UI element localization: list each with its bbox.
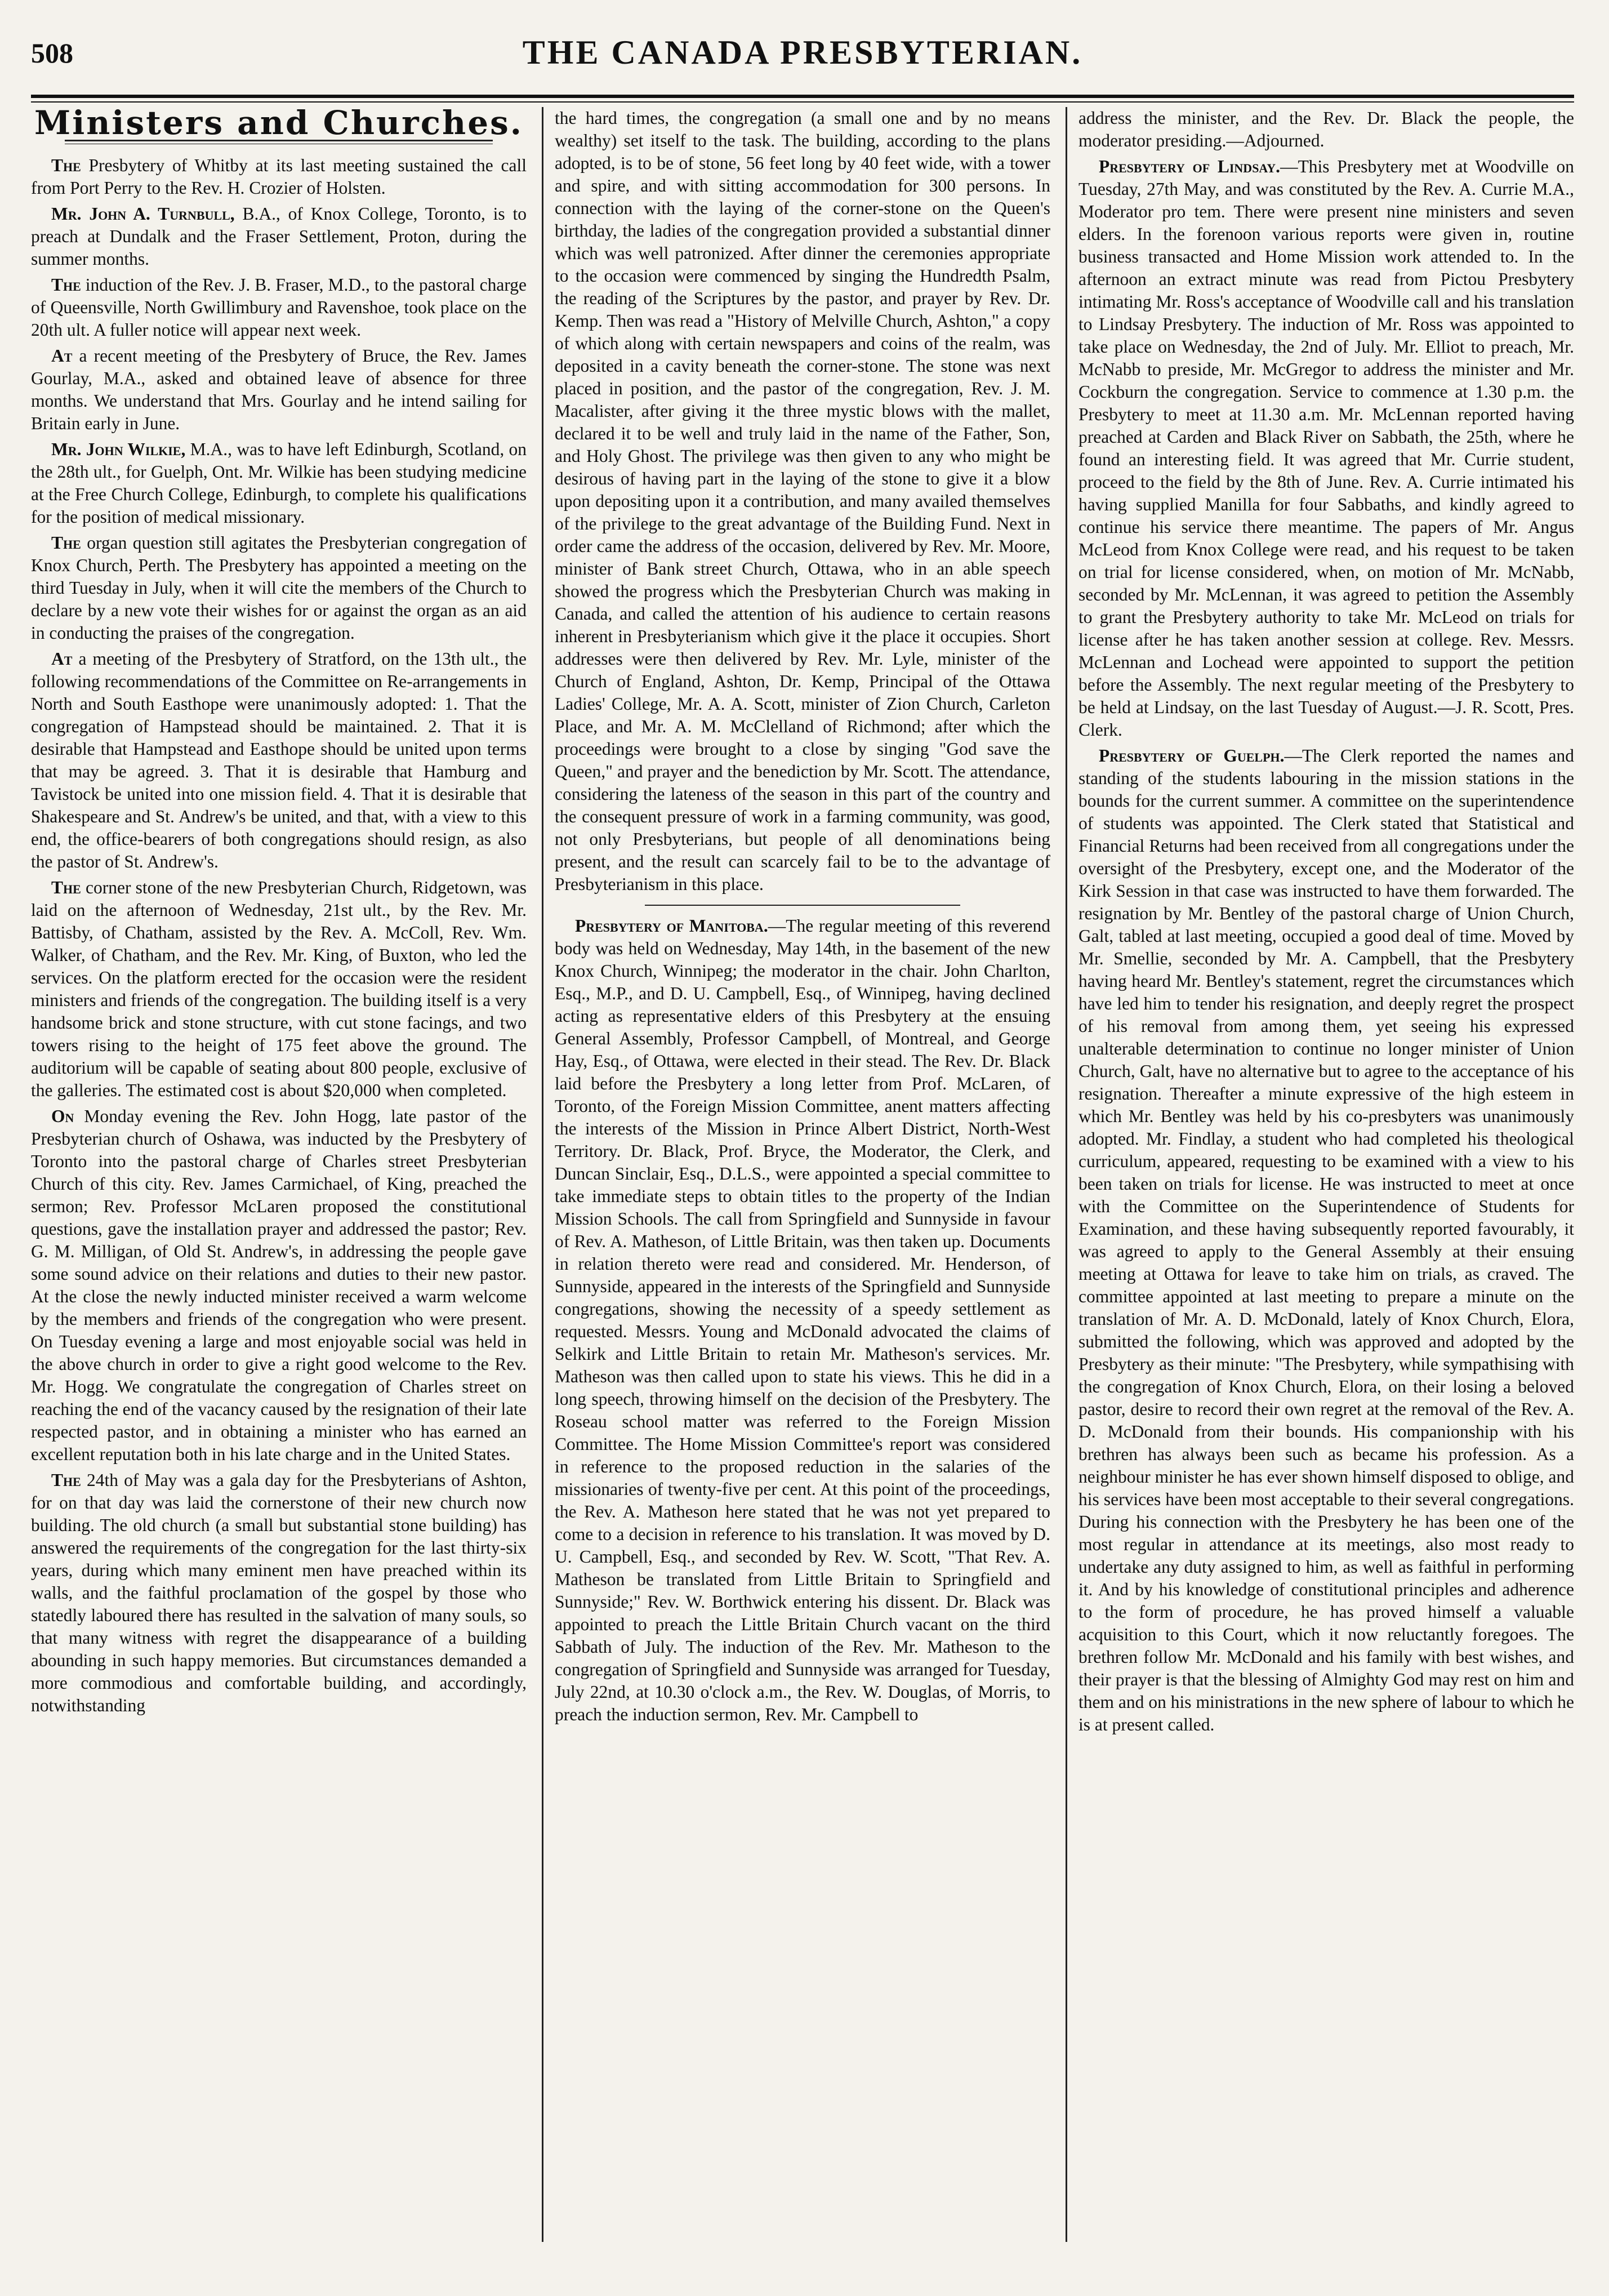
column-divider xyxy=(1066,107,1067,2242)
paragraph-lead: At xyxy=(51,346,73,366)
paragraph xyxy=(31,648,527,873)
header-rule xyxy=(31,95,1574,98)
paragraph xyxy=(555,915,1050,1726)
paragraph-lead: At xyxy=(51,649,73,669)
paragraph-text: —The Clerk reported the names and standing of the students labouring in the mission stations in the bounds for the current summer. A committee on the superintendence of students was appointed. The Clerk stated that Statistical and Financial Returns had been received from all congregations under the oversight of the Presbytery, except one, and the Moderator of the Kirk Session in that case was instructed to have them forwarded. The resignation by Mr. Bentley of the pastoral charge of Union Church, Galt, tabled at last meeting, occupied a good deal of time. Moved by Mr. Smellie, seconded by Mr. A. Campbell, that the Presbytery having heard Mr. Bentley's statement, regret the circumstances which have led him to tender his resignation, and deeply regret the prospect of his removal from among them, yet seeing his expressed unalterable determination to continue no longer minister of Union Church, Galt, have no alternative but to agree to the acceptance of his resignation. Thereafter a minute expressive of the high esteem in which Mr. Bentley was held by his co-presbyters was unanimously adopted. Mr. Findlay, a student who had completed his theological curriculum, appeared, requesting to be examined with a view to his been taken on trials for license. He was instructed to meet at once with the Committee on the Superintendence of Students for Examination, and these having subsequently reported favourably, it was agreed to apply to the General Assembly at their ensuing meeting at Ottawa for leave to take him on trials, as craved. The committee appointed at last meeting to prepare a minute on the translation of Mr. A. D. McDonald, lately of Knox Church, Elora, submitted the following, which was approved and adopted by the Presbytery as their minute: "The Presbytery, while sympathising with the congregation of Knox Church, Elora, on their losing a beloved pastor, desire to record their own regret at the removal of the Rev. A. D. McDonald from their bounds. His companionship with his brethren has always been such as became his profession. As a neighbour minister he has ever shown himself disposed to oblige, and his services have been most acceptable to their several congregations. During his connection with the Presbytery he has been one of the most regular in attendance at its meetings, also most ready to undertake any duty assigned to him, as well as faithful in performing it. And by his knowledge of constitutional principles and adherence to the form of procedure, he has proved himself a valuable acquisition to this Court, which it now reluctantly foregoes. The brethren follow Mr. McDonald and his family with best wishes, and their prayer is that the blessing of Almighty God may rest on him and them and on his ministrations in the new sphere of labour to which he is at present called. xyxy=(1078,746,1574,1734)
page-header xyxy=(31,31,1574,87)
paragraph-text: —This Presbytery met at Woodville on Tuesday, 27th May, and was constituted by the Rev. A. Currie M.A., Moderator pro tem. There were present nine ministers and seven elders. In the forenoon various reports were given in, routine business transacted and Home Mission work attended to. In the afternoon an extract minute was read from Pictou Presbytery intimating Mr. Ross's acceptance of Woodville call and his translation to Lindsay Presbytery. The induction of Mr. Ross was appointed to take place on Wednesday, the 2nd of July. Mr. Elliot to preach, Mr. McNabb to preside, Mr. McGregor to address the minister and Mr. Cockburn the congregation. Service to commence at 1.30 p.m. the Presbytery to meet at 11.30 a.m. Mr. McLennan reported having preached at Carden and Black River on Sabbath, the 25th, where he found an interesting field. It was agreed that Mr. Currie student, proceed to the field by the 8th of June. Rev. A. Currie intimated his having supplied Manilla for four Sabbaths, and kindly agreed to continue his service there meantime. The papers of Mr. Angus McLeod from Knox College were read, and his request to be taken on trial for license considered, when, on motion of Mr. McNabb, seconded by Mr. McLennan, it was agreed to petition the Assembly to grant the Presbytery authority to take Mr. McLeod on trials for license after he has taken another session at college. Rev. Messrs. McLennan and Lochead were appointed to support the petition before the Assembly. The next regular meeting of the Presbytery to be held at Lindsay, on the last Tuesday of August.—J. R. Scott, Pres. Clerk. xyxy=(1078,157,1574,740)
paragraph: the hard times, the congregation (a small one and by no means wealthy) set itself to the task. The building, according to the plans adopted, is to be of stone, 56 feet long by 40 feet wide, with a tower and spire, and with sitting accommodation for 300 persons. In connection with the laying of the corner-stone on the Queen's birthday, the ladies of the congregation provided a substantial dinner which was well patronized. After dinner the ceremonies appropriate to the occasion were commenced by singing the Hundredth Psalm, the reading of the Scriptures by the pastor, and prayer by Rev. Dr. Kemp. Then was read a "History of Melville Church, Ashton," a copy of which along with certain newspapers and coins of the realm, was deposited in a cavity beneath the corner-stone. The stone was next placed in position, and the pastor of the congregation, Rev. J. M. Macalister, after giving it the three mystic blows with the mallet, declared it to be well and truly laid in the name of the Father, Son, and Holy Ghost. The privilege was then given to any who might be desirous of having part in the laying of the stone to give it a blow upon depositing upon it a contribution, and many availed themselves of the privilege to the great advantage of the Building Fund. Next in order came the address of the occasion, delivered by Rev. Mr. Moore, minister of Bank street Church, Ottawa, who in an able speech showed the progress which the Presbyterian Church was making in Canada, and called the attention of his audience to certain reasons inherent in Presbyterianism which give it the place it occupies. Short addresses were then delivered by Rev. Mr. Lyle, minister of the Church of England, Ashton, Dr. Kemp, Principal of the Ottawa Ladies' College, Mr. A. A. Scott, minister of Zion Church, Carleton Place, and Mr. A. M. McClelland of Richmond; after which the proceedings were brought to a close by singing "God save the Queen," and prayer and the benediction by Mr. Scott. The attendance, considering the lateness of the season in this part of the country and the consequent pressure of work in a farming community, was good, not only Presbyterians, but people of all denominations being present, and the result can scarcely fail to be to the advantage of Presbyterianism in this place. xyxy=(555,108,1050,894)
paragraph-lead: The xyxy=(51,1470,81,1490)
paragraph-text: M.A., was to have left Edinburgh, Scotland, on the 28th ult., for Guelph, Ont. Mr. Wilkie has been studying medicine at the Free Church College, Edinburgh, to complete his qualifications for the position of medical missionary. xyxy=(31,439,527,527)
paragraph xyxy=(1078,107,1574,152)
paragraph xyxy=(31,274,527,341)
paragraph-text: organ question still agitates the Presbyterian congregation of Knox Church, Perth. The Presbytery has appointed a meeting on the third Tuesday in July, when it will cite the members of the Church to declare by a new vote their wishes for or against the organ as an aid in conducting the praises of the congregation. xyxy=(31,533,527,643)
paragraph-lead: Presbytery of Lindsay. xyxy=(1099,157,1281,176)
paragraph-lead: The xyxy=(51,878,81,897)
column-2 xyxy=(555,107,1050,2242)
header-rule-thin xyxy=(31,101,1574,103)
paragraph xyxy=(31,1105,527,1466)
paragraph xyxy=(31,532,527,644)
paragraph-lead: On xyxy=(51,1106,74,1126)
paragraph xyxy=(31,203,527,270)
paragraph xyxy=(31,876,527,1102)
paragraph-text: Presbytery of Whitby at its last meeting sustained the call from Port Perry to the Rev. H. Crozier of Holsten. xyxy=(31,155,527,198)
paragraph-lead: The xyxy=(51,155,81,175)
paragraph-text: 24th of May was a gala day for the Presbyterians of Ashton, for on that day was laid the cornerstone of their new church now building. The old church (a small but substantial stone building) has answered the requirements of the congregation for the last thirty-six years, during which many eminent men have preached within its walls, and the faithful proclamation of the gospel by those who statedly laboured there has resulted in the salvation of many souls, so that many witness with regret the disappearance of a building abounding in such happy memories. But circumstances demanded a more commodious and comfortable building, and accordingly, notwithstanding xyxy=(31,1470,527,1715)
paragraph-text: B.A., of Knox College, Toronto, is to preach at Dundalk and the Fraser Settlement, Proton, during the summer months. xyxy=(31,204,527,269)
paragraph xyxy=(1078,155,1574,741)
column-3 xyxy=(1078,107,1574,2242)
paragraph-lead: The xyxy=(51,275,81,295)
paragraph-text: address the minister, and the Rev. Dr. Black the people, the moderator presiding.—Adjourned. xyxy=(1078,108,1574,150)
column-divider xyxy=(542,107,543,2242)
paragraph-lead: The xyxy=(51,533,81,553)
paragraph xyxy=(31,438,527,528)
paragraph xyxy=(31,345,527,435)
paragraph xyxy=(31,154,527,199)
paragraph-text: a meeting of the Presbytery of Stratford, on the 13th ult., the following recommendations of the Committee on Re-arrangements in North and South Easthope were unanimously adopted: 1. That the congregation of Hampstead should be maintained. 2. That it is desirable that Hampstead and Easthope should be united upon terms that may be agreed. 3. That it is desirable that Hamburg and Tavistock be united into one mission field. 4. That it is desirable that Shakespeare and St. Andrew's be united, and that, with a view to this end, the office-bearers of both congregations should resign, as also the pastor of St. Andrew's. xyxy=(31,649,527,871)
column-1-paragraphs xyxy=(31,154,527,1717)
paragraph-text: corner stone of the new Presbyterian Church, Ridgetown, was laid on the afternoon of Wednesday, 21st ult., by the Rev. Mr. Battisby, of Chatham, assisted by the Rev. A. McColl, Rev. Wm. Walker, of Chatham, and the Rev. Mr. King, of Buxton, who led the services. On the platform erected for the occasion were the resident ministers and friends of the congregation. The building itself is a very handsome brick and stone structure, with cut stone facings, and two towers rising to the height of 175 feet above the ground. The auditorium will be capable of seating about 800 people, exclusive of the galleries. The estimated cost is about $20,000 when completed. xyxy=(31,878,527,1100)
paragraph-text: induction of the Rev. J. B. Fraser, M.D., to the pastoral charge of Queensville, North Gwillimbury and Ravenshoe, took place on the 20th ult. A fuller notice will appear next week. xyxy=(31,275,527,340)
paragraph-text: a recent meeting of the Presbytery of Bruce, the Rev. James Gourlay, M.A., asked and obtained leave of absence for three months. We understand that Mrs. Gourlay and he intend sailing for Britain early in June. xyxy=(31,346,527,433)
paragraph-lead: Mr. John Wilkie, xyxy=(51,439,186,459)
column-1 xyxy=(31,107,527,2242)
section-divider xyxy=(645,905,960,906)
paragraph xyxy=(1078,745,1574,1736)
paragraph-lead: Presbytery of Manitoba. xyxy=(575,916,768,936)
paragraph-lead: Mr. John A. Turnbull, xyxy=(51,204,235,224)
paragraph xyxy=(31,1469,527,1717)
paragraph-lead: Presbytery of Guelph. xyxy=(1099,746,1285,766)
page-number: 508 xyxy=(31,37,73,69)
journal-title: THE CANADA PRESBYTERIAN. xyxy=(522,34,1083,71)
paragraph-text: —The regular meeting of this reverend body was held on Wednesday, May 14th, in the basement of the new Knox Church, Winnipeg; the moderator in the chair. John Charlton, Esq., M.P., and D. U. Campbell, Esq., of Winnipeg, having declined acting as representative elders of this Presbytery at the ensuing General Assembly, Professor Campbell, of Montreal, and George Hay, Esq., of Ottawa, were elected in their stead. The Rev. Dr. Black laid before the Presbytery a long letter from Prof. McLaren, of Toronto, of the Foreign Mission Committee, anent matters affecting the interests of the Mission in Prince Albert District, North-West Territory. Dr. Black, Prof. Bryce, the Moderator, the Clerk, and Duncan Sinclair, Esq., D.L.S., were appointed a special committee to take immediate steps to obtain titles to the property of the Indian Mission Schools. The call from Springfield and Sunnyside in favour of Rev. A. Matheson, of Little Britain, was then taken up. Documents in relation thereto were read and considered. Mr. Henderson, of Sunnyside, appeared in the interests of the Springfield and Sunnyside congregations, showing the necessity of a speedy settlement as requested. Messrs. Young and McDonald advocated the claims of Selkirk and Little Britain to retain Mr. Matheson's services. Mr. Matheson was then called upon to state his views. This he did in a long speech, throwing himself on the decision of the Presbytery. The Roseau school matter was referred to the Foreign Mission Committee. The Home Mission Committee's report was considered in reference to the proposed reduction in the salaries of the missionaries of twenty-five per cent. At this point of the proceedings, the Rev. A. Matheson here stated that he was not yet prepared to come to a decision in reference to his translation. It was moved by D. U. Campbell, Esq., and seconded by Rev. W. Scott, "That Rev. A. Matheson be translated from Little Britain to Springfield and Sunnyside;" Rev. W. Borthwick entering his dissent. Dr. Black was appointed to preach the Little Britain Church vacant on the third Sabbath of July. The induction of the Rev. Mr. Matheson to the congregation of Springfield and Sunnyside was arranged for Tuesday, July 22nd, at 10.30 o'clock a.m., the Rev. W. Douglas, of Morris, to preach the induction sermon, Rev. Mr. Campbell to xyxy=(555,916,1050,1724)
section-heading: Ministers and Churches. xyxy=(34,107,523,142)
paragraph-text: Monday evening the Rev. John Hogg, late pastor of the Presbyterian church of Oshawa, was inducted by the Presbytery of Toronto into the pastoral charge of Charles street Presbyterian Church of this city. Rev. James Carmichael, of King, preached the sermon; Rev. Professor McLaren proposed the constitutional questions, gave the installation prayer and addressed the pastor; Rev. G. M. Milligan, of Old St. Andrew's, in addressing the people gave some sound advice on their relations and duties to their new pastor. At the close the newly inducted minister received a warm welcome by the members and friends of the congregation who were present. On Tuesday evening a large and most enjoyable social was held in the above church in order to give a right good welcome to the Rev. Mr. Hogg. We congratulate the congregation of Charles street on reaching the end of the vacancy caused by the resignation of their late respected pastor, and in obtaining a minister who has earned an excellent reputation both in his late charge and in the United States. xyxy=(31,1106,527,1464)
